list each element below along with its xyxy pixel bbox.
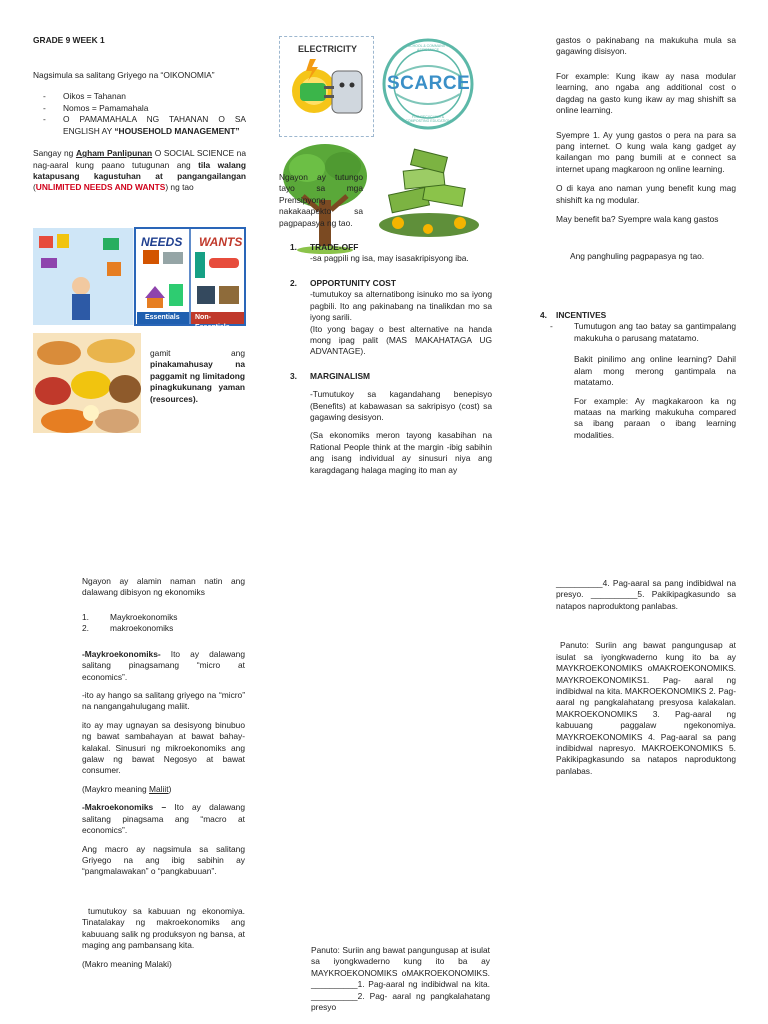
marginalism-heading: 3. MARGINALISM [290, 370, 371, 381]
exercise-items: __________4. Pag-aaral sa pang indibidwal na presyo. __________5. Pakikipagkasundo sa natapos naproduktong panlabas. [556, 578, 736, 611]
macro-meaning: (Makro meaning Malaki) [82, 958, 172, 969]
micro-meaning: (Maykro meaning Maliit) [82, 783, 172, 794]
list-item: 2. makroekonomiks [82, 623, 174, 634]
macro-description: tumutukoy sa kabuuan ng ekonomiya. Tinatalakay ng makroekonomiks ang kabuuang salik ng produksyon ng bansa, at maging ang pambansang kita. [82, 905, 245, 951]
food-illustration [33, 333, 141, 433]
intro-text: Nagsimula sa salitang Griyego na “OIKONOMIA” [33, 70, 215, 80]
macro-definition: -Makroekonomiks – Ito ay dalawang salitang pinagsama ang “macro at economics”. [82, 802, 245, 836]
final-decision-text: Ang panghuling pagpapasya ng tao. [570, 251, 705, 262]
exercise-answers [556, 578, 736, 784]
list-item: 1. Maykroekonomiks [82, 611, 178, 622]
answer-key: Panuto: Suriin ang bawat pangungusap at isulat sa iyongkwaderno kung ito ba ay MAYKROEKONOMIKS oMAKROEKONOMIKS. MAYKROEKONOMIKS1. Pag- aaral ng indibidwal na kita. MAKROEKONOMIKS 2. Pag- aaral ng pangkalahatang presyosa kalakalan. MAKROEKONOMIKS 3. Pag-aaral ng kabuuang paggalaw ngekonomiya. MAYKROEKONOMIKS 4. Pag-aaral sa pang indibidwal napresyo. MAKROEKONOMIKS 5. Pakikipagkasundo sa natapos naproduktong panlabas. [556, 640, 736, 776]
incentives-column [556, 35, 736, 264]
divisions-list [82, 612, 245, 635]
scarce-ring-bottom: FOR RECYCLING & COMPOSTING EDUCATION [405, 115, 451, 123]
tradeoff-text: -sa pagpili ng isa, may isasakripisyong iba. [310, 253, 469, 264]
incentives-example: For example: Ay magkakaroon ka ng mataas na marking makukuha compared sa ibang paraan o ibang learning modalities. [574, 395, 736, 440]
money-pile-illustration [376, 147, 482, 239]
micro-definition: -Maykroekonomiks- Ito ay dalawang salitang pinagsamang “micro at economics”. [82, 648, 245, 682]
answer-text: Syempre 1. Ay yung gastos o pera na para sa pang internet. O kung wala kang gadget ay kailangan mo pang bumili at e connect sa internet upang magkaroon ng online learning. [556, 129, 736, 174]
incentives-list [540, 321, 736, 344]
opportunity-cost-heading: 2. OPPORTUNITY COST [290, 277, 396, 288]
tradeoff-heading: 1. TRADE-OFF [290, 242, 359, 252]
scarce-label: SCARCE [387, 73, 471, 94]
marginalism-note: (Sa ekonomiks meron tayong kasabihan na Rational People think at the margin -ibig sabihin ang isang individual ay sinusuri niya ang karagdagang halaga maging ito man ay [310, 430, 492, 475]
incentives-question: Bakit pinilimo ang online learning? Dahil alam mong merong gantimpala na matatamo. [574, 354, 736, 388]
resources-text: gamit ang pinakamahusay na paggamit ng limitadong pinagkukunang yaman (resources). [150, 348, 245, 404]
micro-origin: -ito ay hango sa salitang griyego na “micro” na nangangahulugang maliit. [82, 689, 245, 712]
page-heading: GRADE 9 WEEK 1 [33, 35, 105, 45]
electricity-label: ELECTRICITY [298, 44, 358, 54]
list-item: - Nomos = Pamamahala [33, 103, 246, 114]
wants-label: WANTS [199, 235, 243, 249]
principles-section [282, 242, 492, 476]
definition-list [33, 91, 246, 137]
opportunity-cost-text: -tumutukoy sa alternatibong isinuko mo sa iyong pagbili. Ito ang pakinabang na tinalikdan mo sa iyong sarili. [310, 289, 492, 323]
benefit-question: O di kaya ano naman yung benefit kung mag shishift ka ng modular. [556, 183, 736, 205]
money-pile-image [376, 147, 482, 239]
incentives-section [540, 310, 736, 448]
marginalism-text: -Tumutukoy sa kagandahang benepisyo (Benefits) at kabawasan sa sakripisyo (cost) sa gagawing desisyon. [310, 389, 492, 423]
scarce-logo [380, 36, 476, 132]
needs-label: NEEDS [141, 235, 183, 249]
scarce-ring-top: SCHOOL & COMMUNITY ASSISTANCE [407, 44, 449, 52]
non-essentials-label: Non-Essentials [195, 314, 230, 331]
needs-wants-image [33, 228, 245, 331]
exercise-instructions: Panuto: Suriin ang bawat pangungusap at isulat sa iyongkwaderno kung ito ba ay MAYKROEKONOMIKS oMAKROEKONOMIKS. __________1. Pag-aaral ng indibidwal na kita. __________2. Pag- aaral ng pangkalahatang presyo [311, 945, 490, 1013]
divisions-intro: Ngayon ay alamin naman natin ang dalawang dibisyon ng ekonomiks [82, 576, 245, 598]
electricity-image [279, 36, 374, 137]
definition-paragraph: Sangay ng Agham Panlipunan O SOCIAL SCIENCE na nag-aaral kung paano tutugunan ang tila walang katapusang kagustuhan at pangangailangan (UNLIMITED NEEDS AND WANTS) ng tao [33, 148, 247, 193]
list-item: - O PAMAMAHALA NG TAHANAN O SA ENGLISH AY “HOUSEHOLD MANAGEMENT” [33, 114, 246, 137]
micro-description: ito ay may ugnayan sa desisyong binubuo ng bawat sambahayan at bawat bahay-kalakal. Sinusuri ng mikroekonomiks ang galaw ng bawat Negosyo at bawat consumer. [82, 719, 245, 776]
intro-section [33, 70, 246, 201]
essentials-label: Essentials [145, 314, 180, 321]
example-text: For example: Kung ikaw ay nasa modular learning, ano ngaba ang additional cost o dagdag na gasto kung ikaw ay mag shishift sa online learning. [556, 70, 736, 116]
food-image [33, 333, 141, 433]
incentives-heading: 4. INCENTIVES [540, 310, 607, 320]
list-item: - Oikos = Tahanan [33, 91, 246, 102]
list-item: - Tumutugon ang tao batay sa gantimpalang makukuha o parusang matatamo. [540, 321, 736, 344]
principles-intro: Ngayon ay tutungo tayo sa mga Prensipyong nakakaapekto sa pagpapasya ng tao. [279, 172, 363, 228]
opportunity-cost-note: (Ito yong bagay o best alternative na handa mong ipag palit (MAS MAKAHATAGA UG ADVANTAGE). [310, 323, 492, 357]
economics-divisions [82, 576, 245, 977]
benefit-answer: May benefit ba? Syempre wala kang gastos [556, 214, 719, 225]
macro-origin: Ang macro ay nagsimula sa salitang Griyego na ang ibig sabihin ay “pangmalawakan” o “pangkabuuan”. [82, 843, 245, 877]
cost-benefit-text: gastos o pakinabang na makukuha mula sa gagawing disisyon. [556, 35, 736, 57]
plug-icon [280, 55, 373, 135]
